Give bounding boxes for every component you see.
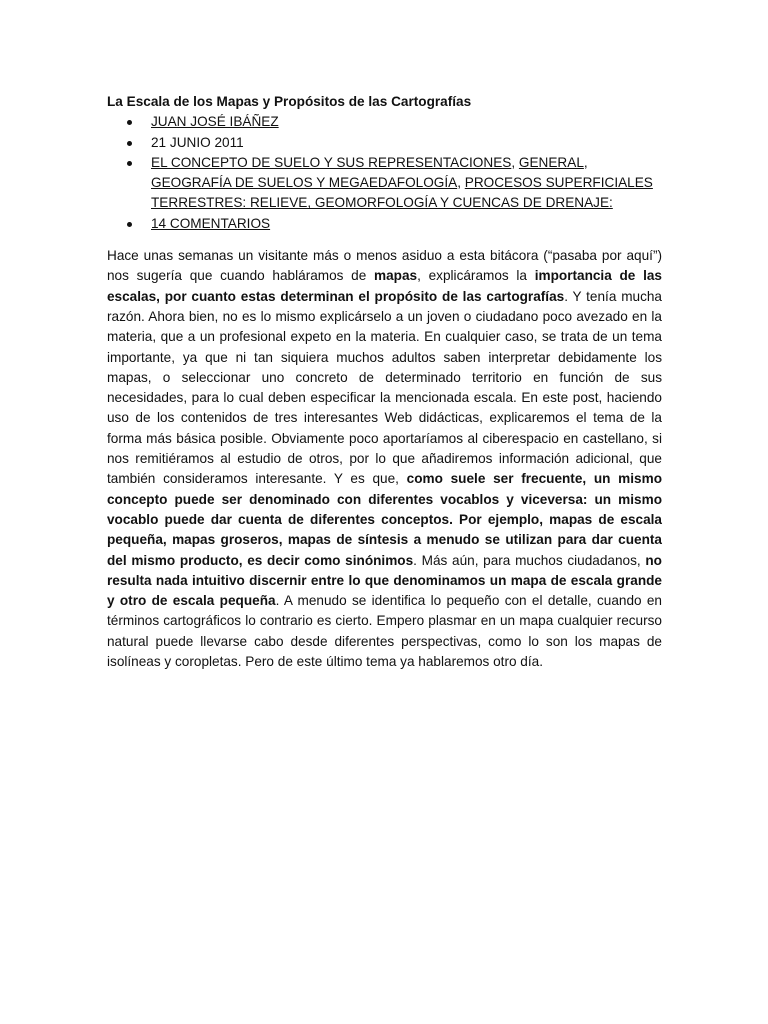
body-text-segment: . A menudo se identifica lo pequeño con el detalle, cuando en términos cartográficos lo contrario es cierto. Empero plasmar en un mapa cualquier recurso natural puede llevarse cabo desde diferentes perspectivas, como lo son los mapas de isolíneas y coropletas. Pero de este último tema ya hablaremos otro día.: [107, 593, 662, 670]
article-body: [107, 246, 662, 672]
body-emphasis-segment: mapas: [374, 268, 418, 284]
body-text-segment: , explicáramos la: [417, 268, 535, 284]
category-link-general[interactable]: GENERAL: [518, 154, 584, 170]
body-emphasis-segment: como suele ser frecuente, un mismo concepto puede ser denominado con diferentes vocablos y viceversa: un mismo vocablo puede dar cuenta de diferentes conceptos. Por ejemplo, mapas de escala pequeña, mapas groseros, mapas de síntesis a menudo se utilizan para dar cuenta del mismo producto, es decir como sinónimos: [107, 471, 663, 568]
meta-date-item: [151, 133, 662, 153]
category-separator: ,: [457, 175, 465, 191]
body-text-segment: . Y tenía mucha razón. Ahora bien, no es lo mismo explicárselo a un joven o ciudadano poco avezado en la materia, que a un profesional expeto en la materia. En cualquier caso, se trata de un tema importante, ya que ni tan siquiera muchos adultos saben interpretar debidamente los mapas, o seleccionar uno concreto de determinado territorio en función de sus necesidades, para lo cual deben especificar la mencionada escala. En este post, haciendo uso de los contenidos de tres interesantes Web didácticas, explicaremos el tema de la forma más básica posible. Obviamente poco aportaríamos al ciberespacio en castellano, si nos remitiéramos al estudio de otros, por lo que añadiremos información adicional, que también consideramos interesante. Y es que,: [107, 288, 662, 487]
author-link[interactable]: JUAN JOSÉ IBÁÑEZ: [151, 114, 279, 130]
meta-categories-item: [151, 153, 662, 214]
meta-comments-item: [151, 214, 662, 234]
category-link-procesos[interactable]: PROCESOS SUPERFICIALES TERRESTRES: RELIEVE, GEOMORFOLOGÍA Y CUENCAS DE DRENAJE:: [151, 175, 653, 211]
category-link-suelo[interactable]: EL CONCEPTO DE SUELO Y SUS REPRESENTACIONES: [151, 154, 512, 170]
meta-author-item: [151, 112, 662, 132]
body-emphasis-segment: importancia de las escalas, por cuanto estas determinan el propósito de las cartografías: [107, 268, 662, 304]
body-emphasis-segment: no resulta nada intuitivo discernir entre lo que denominamos un mapa de escala grande y otro de escala pequeña: [107, 552, 662, 609]
publish-date: 21 JUNIO 2011: [151, 134, 244, 150]
category-link-geografia[interactable]: GEOGRAFÍA DE SUELOS Y MEGAEDAFOLOGÍA: [151, 175, 458, 191]
article-title: La Escala de los Mapas y Propósitos de las Cartografías: [107, 94, 472, 109]
body-text-segment: . Más aún, para muchos ciudadanos,: [413, 552, 646, 568]
category-separator: ,: [583, 154, 588, 170]
comments-link[interactable]: 14 COMENTARIOS: [151, 215, 271, 231]
body-text-segment: Hace unas semanas un visitante más o menos asiduo a esta bitácora (“pasaba por aquí”) nos sugería que cuando habláramos de: [107, 248, 662, 284]
document-page: [107, 92, 662, 672]
article-meta-list: [107, 112, 662, 234]
category-separator: ,: [511, 154, 519, 170]
